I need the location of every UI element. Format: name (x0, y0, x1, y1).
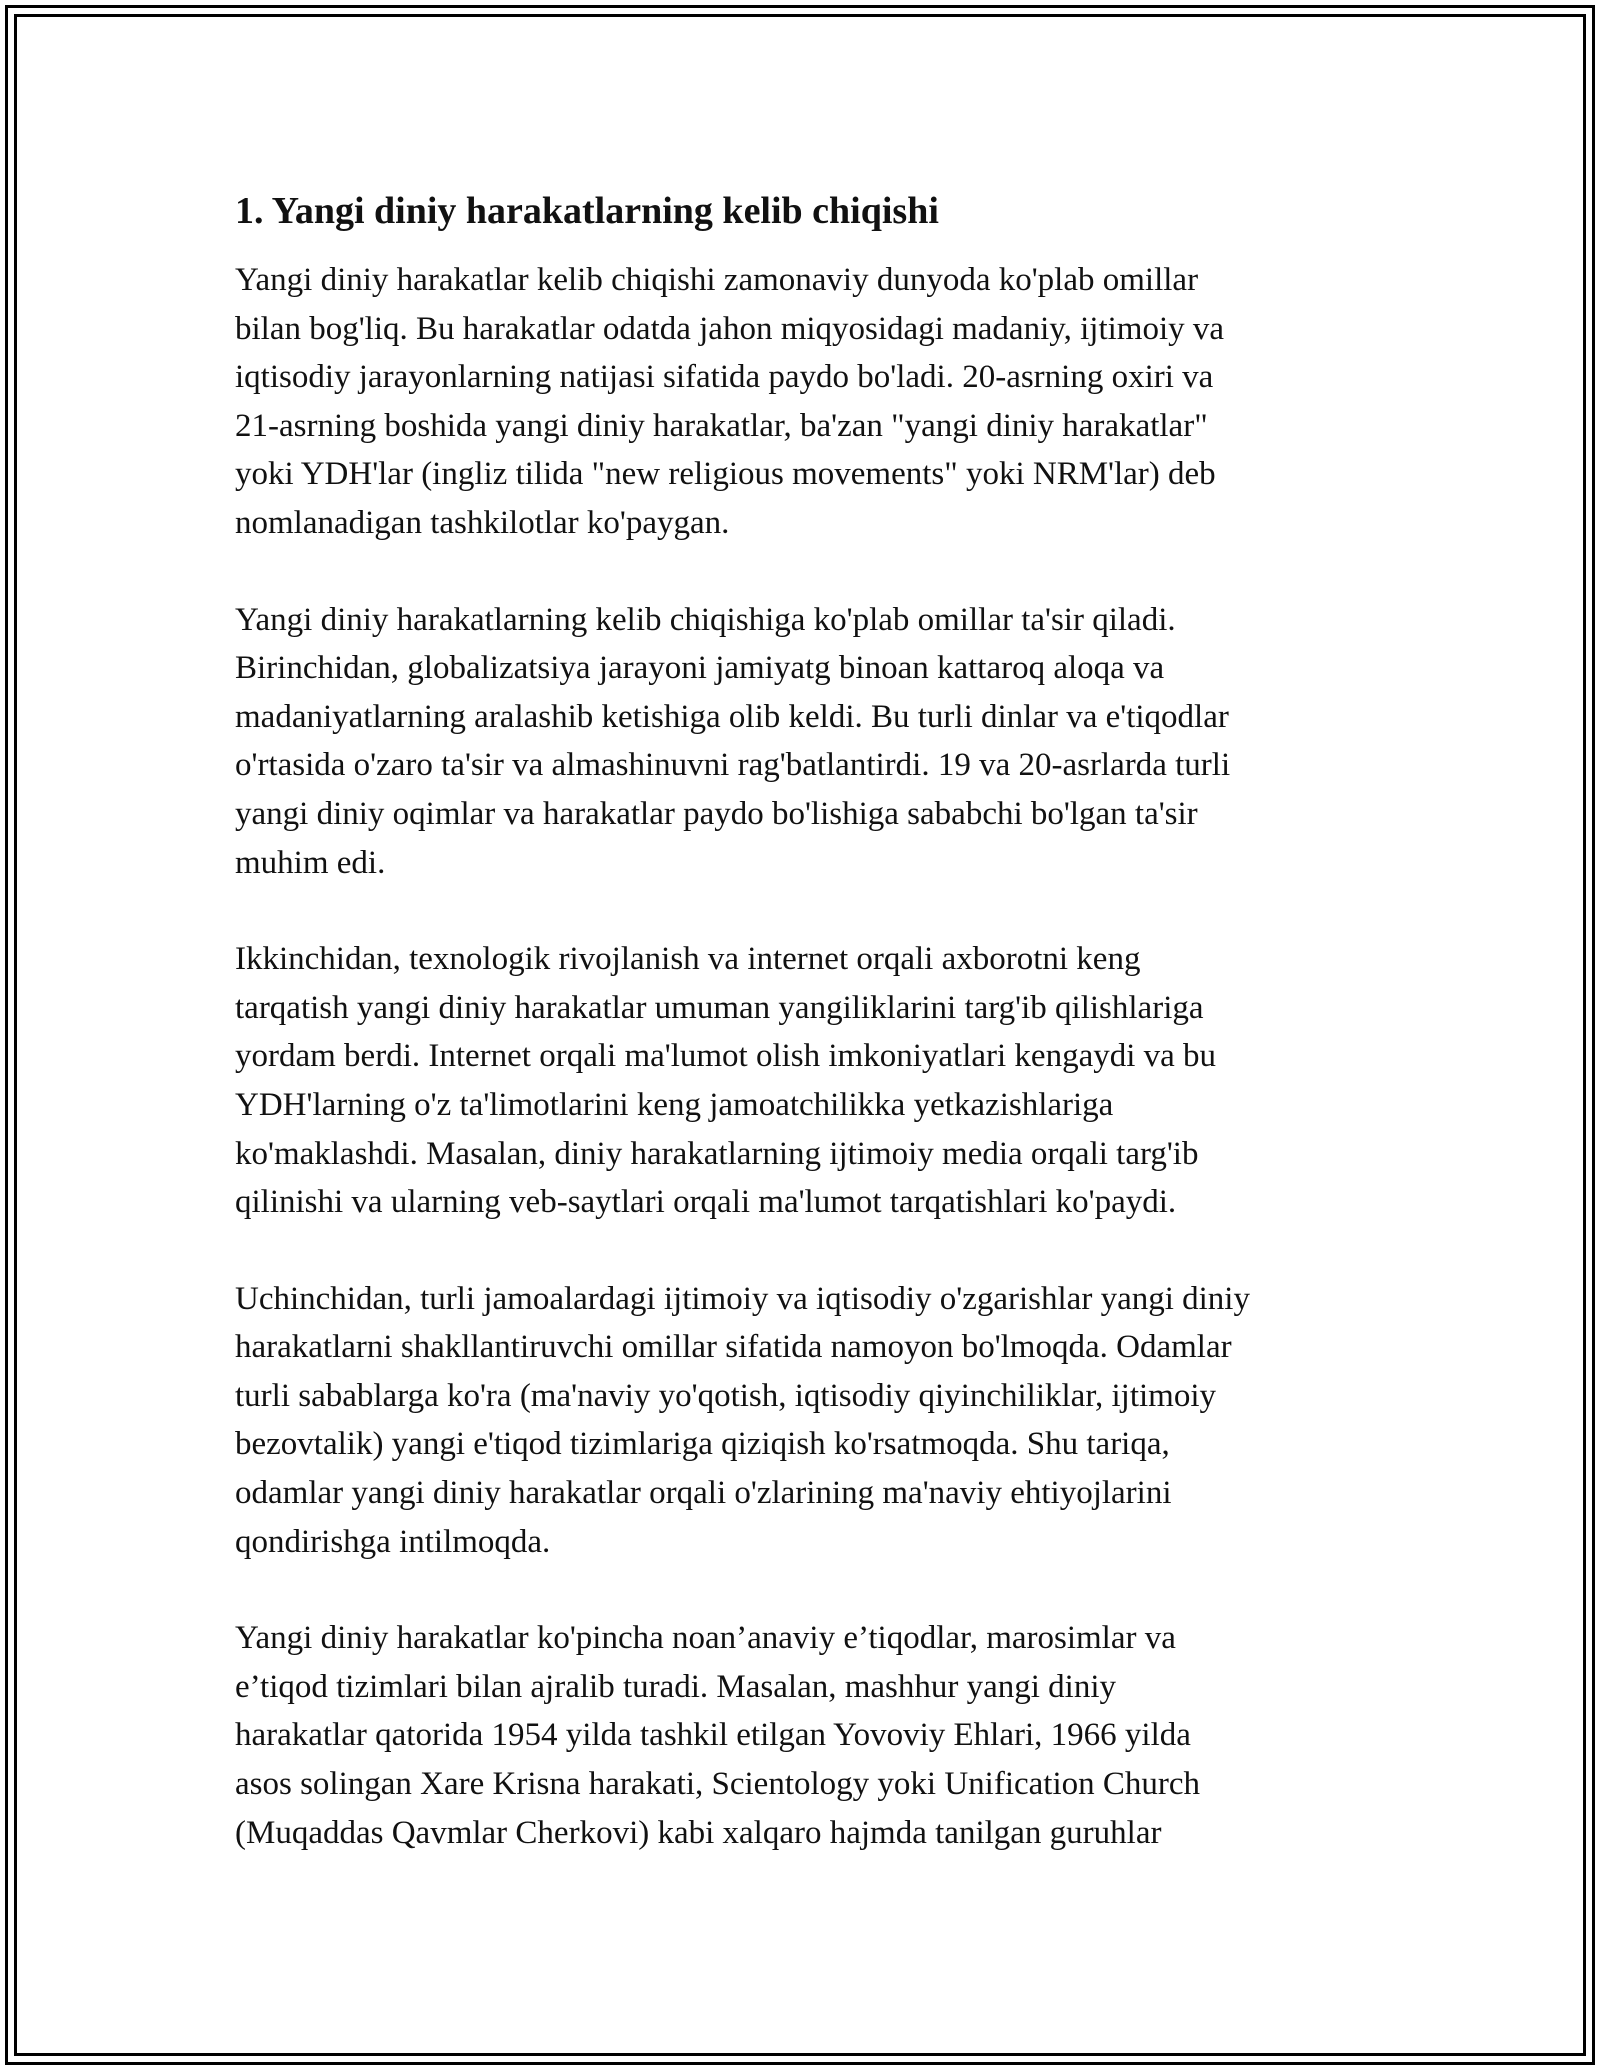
text-line: yangi diniy oqimlar va harakatlar paydo bo'lishiga sababchi bo'lgan ta'sir (235, 795, 1198, 832)
text-line: iqtisodiy jarayonlarning natijasi sifatida paydo bo'ladi. 20-asrning oxiri va (235, 359, 1214, 396)
text-line: muhim edi. (235, 844, 386, 881)
text-line: Yangi diniy harakatlarning kelib chiqishiga ko'plab omillar ta'sir qiladi. (235, 601, 1176, 638)
text-line: yoki YDH'lar (ingliz tilida "new religious movements" yoki NRM'lar) deb (235, 456, 1216, 493)
text-line: qilinishi va ularning veb-saytlari orqali ma'lumot tarqatishlari ko'paydi. (235, 1184, 1177, 1221)
text-line: Yangi diniy harakatlar kelib chiqishi zamonaviy dunyoda ko'plab omillar (235, 262, 1199, 298)
text-line: 21-asrning boshida yangi diniy harakatlar, ba'zan "yangi diniy harakatlar" (235, 407, 1208, 444)
text-line: madaniyatlarning aralashib ketishiga olib keldi. Bu turli dinlar va e'tiqodlar (235, 698, 1229, 735)
text-line: e’tiqod tizimlari bilan ajralib turadi. Masalan, mashhur yangi diniy (235, 1668, 1117, 1705)
text-line: nomlanadigan tashkilotlar ko'paygan. (235, 504, 730, 541)
paragraph-2 (235, 596, 1385, 888)
text-line: bezovtalik) yangi e'tiqod tizimlariga qiziqish ko'rsatmoqda. Shu tariqa, (235, 1426, 1170, 1463)
text-line: Ikkinchidan, texnologik rivojlanish va internet orqali axborotni keng (235, 941, 1141, 978)
text-line: qondirishga intilmoqda. (235, 1523, 551, 1560)
text-line: bilan bog'liq. Bu harakatlar odatda jahon miqyosidagi madaniy, ijtimoiy va (235, 310, 1225, 347)
text-line: Birinchidan, globalizatsiya jarayoni jamiyatg binoan kattaroq aloqa va (235, 650, 1165, 687)
text-line: harakatlarni shakllantiruvchi omillar sifatida namoyon bo'lmoqda. Odamlar (235, 1329, 1232, 1366)
document-body (235, 187, 1385, 1905)
text-line: YDH'larning o'z ta'limotlarini keng jamoatchilikka yetkazishlariga (235, 1086, 1114, 1123)
paragraph-4 (235, 1275, 1385, 1567)
text-line: tarqatish yangi diniy harakatlar umuman yangiliklarini targ'ib qilishlariga (235, 989, 1204, 1026)
text-line: o'rtasida o'zaro ta'sir va almashinuvni rag'batlantirdi. 19 va 20-asrlarda turli (235, 747, 1231, 784)
paragraph-3 (235, 935, 1385, 1227)
text-line: harakatlar qatorida 1954 yilda tashkil etilgan Yovoviy Ehlari, 1966 yilda (235, 1717, 1191, 1754)
text-line: yordam berdi. Internet orqali ma'lumot olish imkoniyatlari kengaydi va bu (235, 1038, 1217, 1075)
text-line: Yangi diniy harakatlar ko'pincha noan’anaviy e’tiqodlar, marosimlar va (235, 1620, 1176, 1657)
text-line: Uchinchidan, turli jamoalardagi ijtimoiy va iqtisodiy o'zgarishlar yangi diniy (235, 1280, 1250, 1317)
text-line: (Muqaddas Qavmlar Cherkovi) kabi xalqaro hajmda tanilgan guruhlar (235, 1814, 1162, 1851)
text-line: asos solingan Xare Krisna harakati, Scientology yoki Unification Church (235, 1766, 1201, 1803)
paragraph-5 (235, 1614, 1385, 1857)
section-heading: 1. Yangi diniy harakatlarning kelib chiqishi (235, 190, 939, 232)
text-line: ko'maklashdi. Masalan, diniy harakatlarning ijtimoiy media orqali targ'ib (235, 1135, 1199, 1172)
paragraph-1 (235, 256, 1385, 548)
text-line: turli sabablarga ko'ra (ma'naviy yo'qotish, iqtisodiy qiyinchiliklar, ijtimoiy (235, 1377, 1217, 1414)
text-line: odamlar yangi diniy harakatlar orqali o'zlarining ma'naviy ehtiyojlarini (235, 1475, 1172, 1512)
